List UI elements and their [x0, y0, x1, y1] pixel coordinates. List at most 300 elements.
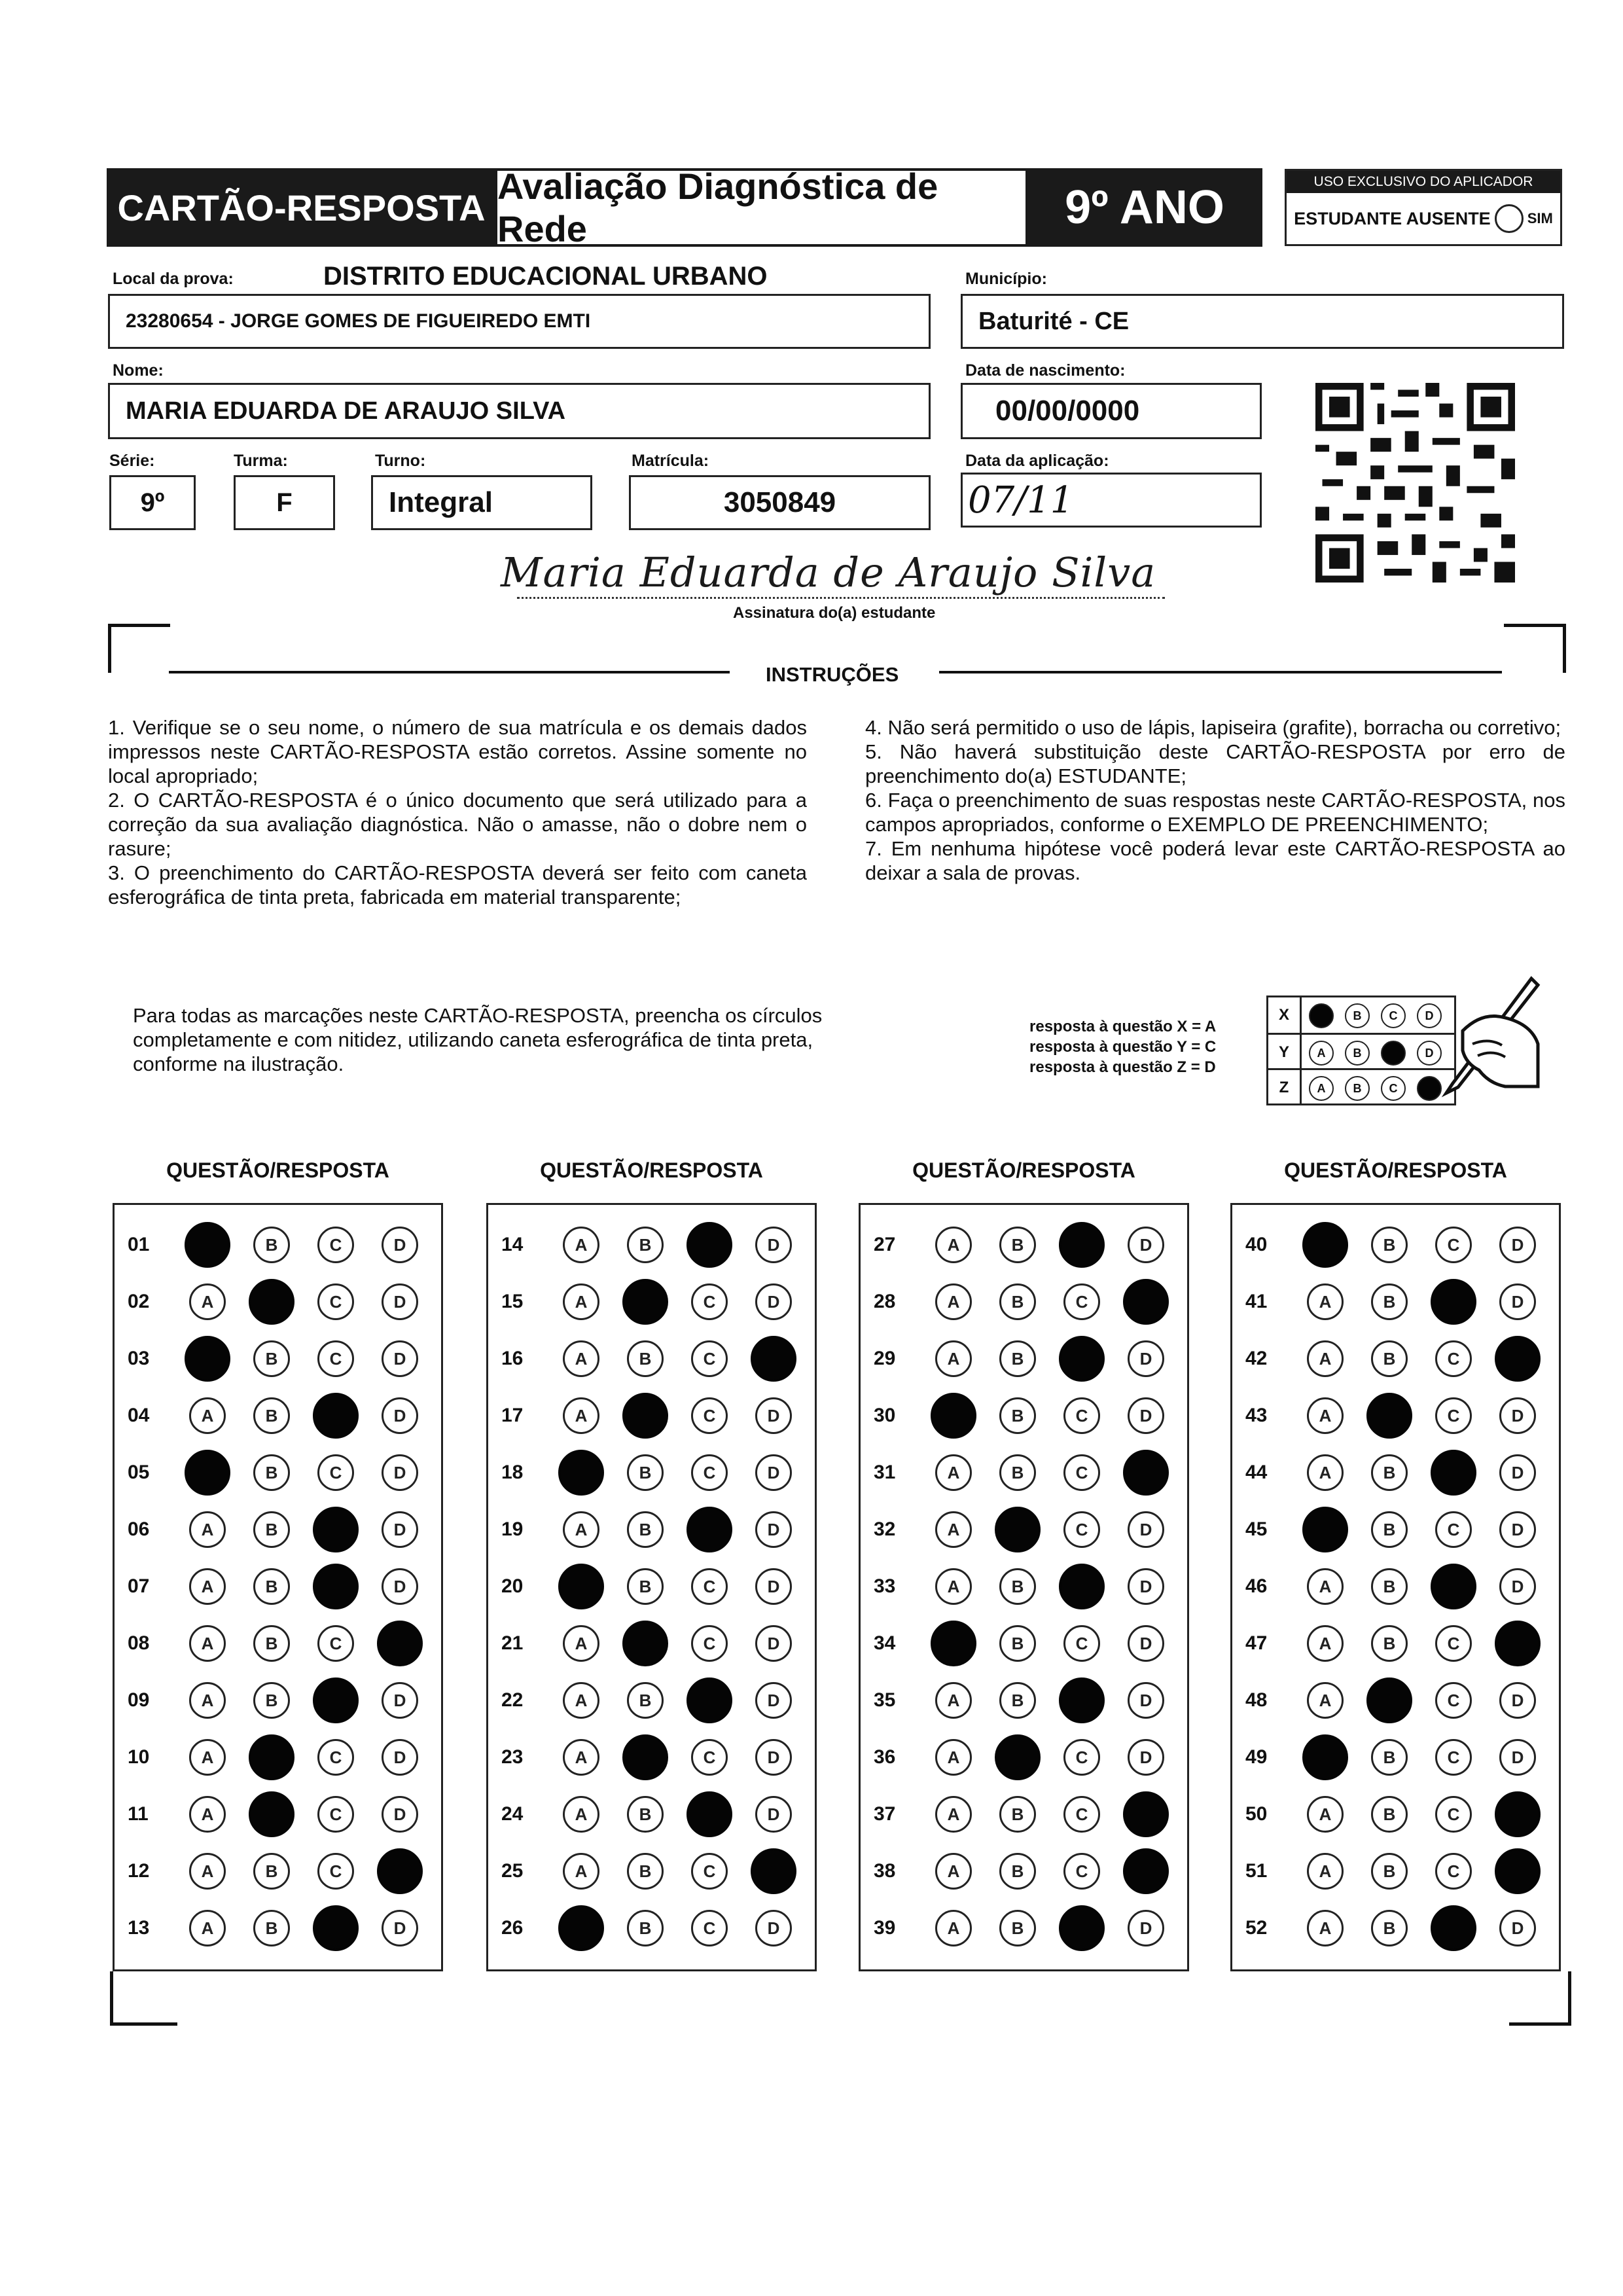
answer-bubble-d[interactable]: [1123, 1450, 1169, 1496]
answer-bubble-b[interactable]: B: [627, 1853, 664, 1890]
answer-bubble-a[interactable]: A: [563, 1340, 599, 1377]
answer-bubble-b[interactable]: B: [253, 1397, 290, 1434]
answer-bubble-c[interactable]: C: [317, 1283, 354, 1320]
answer-bubble-d[interactable]: [377, 1621, 423, 1666]
answer-bubble-a[interactable]: A: [563, 1227, 599, 1263]
answer-bubble-b[interactable]: [622, 1734, 668, 1780]
qr-code: [1315, 383, 1515, 583]
answer-bubble-a[interactable]: A: [189, 1397, 226, 1434]
answer-bubble-c[interactable]: [313, 1393, 359, 1439]
question-number: 39: [874, 1917, 896, 1939]
exam-title: Avaliação Diagnóstica de Rede: [495, 168, 1028, 247]
answer-bubble-c[interactable]: C: [317, 1796, 354, 1833]
answer-bubble-a[interactable]: A: [935, 1568, 972, 1605]
question-row: [861, 1387, 1187, 1444]
corner-top-right: [1504, 624, 1566, 673]
question-number: 27: [874, 1234, 896, 1255]
answer-bubble-a[interactable]: A: [1307, 1910, 1344, 1946]
answer-bubble-b[interactable]: B: [253, 1853, 290, 1890]
answer-bubble-a[interactable]: A: [563, 1283, 599, 1320]
answer-bubble-c[interactable]: C: [691, 1454, 728, 1491]
question-row: [861, 1501, 1187, 1558]
serie-label: Série:: [109, 452, 155, 470]
answer-bubble-d[interactable]: D: [382, 1340, 418, 1377]
answer-bubble-c[interactable]: C: [691, 1340, 728, 1377]
answer-bubble-a[interactable]: A: [189, 1682, 226, 1719]
example-bubble-c: C: [1381, 1076, 1406, 1101]
answer-bubble-a[interactable]: A: [935, 1227, 972, 1263]
question-row: [488, 1729, 815, 1786]
answer-bubble-a[interactable]: A: [189, 1283, 226, 1320]
signature-label: Assinatura do(a) estudante: [733, 604, 936, 622]
answer-bubble-c[interactable]: C: [1063, 1739, 1100, 1776]
answer-bubble-d[interactable]: D: [1499, 1682, 1536, 1719]
answer-bubble-c[interactable]: [687, 1507, 732, 1552]
answer-bubble-b[interactable]: [1366, 1393, 1412, 1439]
answer-bubble-a[interactable]: A: [1307, 1853, 1344, 1890]
question-row: [115, 1729, 441, 1786]
answer-bubble-d[interactable]: D: [1128, 1568, 1164, 1605]
answer-bubble-a[interactable]: A: [935, 1511, 972, 1548]
answer-bubble-a[interactable]: A: [935, 1910, 972, 1946]
answer-bubble-b[interactable]: B: [253, 1568, 290, 1605]
answer-bubble-a[interactable]: [1302, 1507, 1348, 1552]
answer-bubble-c[interactable]: [313, 1564, 359, 1609]
answer-bubble-c[interactable]: [313, 1905, 359, 1951]
answer-bubble-d[interactable]: D: [755, 1227, 792, 1263]
answer-bubble-a[interactable]: A: [935, 1853, 972, 1890]
answer-bubble-b[interactable]: [249, 1791, 294, 1837]
answer-bubble-b[interactable]: B: [627, 1511, 664, 1548]
question-number: 31: [874, 1462, 896, 1483]
answer-bubble-c[interactable]: [1059, 1222, 1105, 1268]
question-row: [115, 1387, 441, 1444]
answer-bubble-c[interactable]: C: [1435, 1227, 1472, 1263]
question-number: 38: [874, 1860, 896, 1882]
answer-bubble-b[interactable]: B: [999, 1682, 1036, 1719]
answer-bubble-d[interactable]: [1495, 1336, 1541, 1382]
question-number: 48: [1245, 1689, 1268, 1711]
answer-bubble-c[interactable]: C: [317, 1625, 354, 1662]
question-number: 23: [501, 1746, 524, 1768]
answer-bubble-c[interactable]: C: [1063, 1283, 1100, 1320]
answer-bubble-c[interactable]: [1059, 1677, 1105, 1723]
answer-bubble-a[interactable]: A: [1307, 1454, 1344, 1491]
answer-bubble-c[interactable]: C: [317, 1454, 354, 1491]
question-row: [861, 1672, 1187, 1729]
answer-bubble-b[interactable]: [1366, 1677, 1412, 1723]
answer-bubble-b[interactable]: B: [1371, 1853, 1408, 1890]
turno-label: Turno:: [375, 452, 426, 470]
answer-bubble-a[interactable]: A: [935, 1796, 972, 1833]
answer-bubble-c[interactable]: [1431, 1279, 1476, 1325]
answer-bubble-d[interactable]: D: [1128, 1682, 1164, 1719]
question-number: 05: [128, 1462, 150, 1483]
answer-bubble-c[interactable]: C: [691, 1853, 728, 1890]
answer-bubble-c[interactable]: C: [1435, 1397, 1472, 1434]
answer-bubble-a[interactable]: A: [1307, 1796, 1344, 1833]
answer-bubble-d[interactable]: D: [1499, 1568, 1536, 1605]
answer-bubble-a[interactable]: A: [1307, 1340, 1344, 1377]
answer-bubble-b[interactable]: B: [999, 1340, 1036, 1377]
answer-bubble-c[interactable]: C: [1435, 1796, 1472, 1833]
answer-bubble-b[interactable]: B: [1371, 1511, 1408, 1548]
answer-bubble-d[interactable]: D: [1499, 1739, 1536, 1776]
question-row: [115, 1558, 441, 1615]
question-row: [488, 1672, 815, 1729]
answer-bubble-d[interactable]: D: [382, 1568, 418, 1605]
question-row: [1232, 1785, 1559, 1843]
answer-bubble-a[interactable]: A: [563, 1397, 599, 1434]
answer-bubble-d[interactable]: [1123, 1848, 1169, 1894]
example-legend-z: resposta à questão Z = D: [1029, 1058, 1216, 1076]
answer-bubble-d[interactable]: D: [755, 1625, 792, 1662]
answer-bubble-c[interactable]: C: [1435, 1853, 1472, 1890]
question-number: 36: [874, 1746, 896, 1768]
answer-bubble-b[interactable]: B: [999, 1796, 1036, 1833]
turma-field: [234, 475, 335, 530]
answer-bubble-d[interactable]: D: [755, 1511, 792, 1548]
question-row: [488, 1785, 815, 1843]
answer-bubble-b[interactable]: B: [253, 1625, 290, 1662]
answer-bubble-d[interactable]: D: [1128, 1511, 1164, 1548]
answer-bubble-d[interactable]: D: [755, 1682, 792, 1719]
answer-bubble-d[interactable]: D: [1499, 1397, 1536, 1434]
answer-bubble-d[interactable]: D: [382, 1682, 418, 1719]
answer-bubble-a[interactable]: A: [189, 1625, 226, 1662]
question-number: 19: [501, 1518, 524, 1540]
question-number: 42: [1245, 1348, 1268, 1369]
answer-bubble-c[interactable]: C: [1435, 1739, 1472, 1776]
answer-bubble-b[interactable]: [622, 1279, 668, 1325]
example-row-label: Y: [1268, 1035, 1302, 1070]
question-row: [115, 1273, 441, 1331]
hand-pen-illustration: [1427, 972, 1544, 1103]
aplicacao-field: [961, 473, 1262, 528]
question-row: [1232, 1899, 1559, 1957]
answer-bubble-a[interactable]: [558, 1450, 604, 1496]
answer-bubble-a[interactable]: [1302, 1222, 1348, 1268]
answer-bubble-b[interactable]: [622, 1393, 668, 1439]
question-number: 26: [501, 1917, 524, 1939]
answer-bubble-d[interactable]: D: [382, 1283, 418, 1320]
answer-bubble-b[interactable]: B: [627, 1796, 664, 1833]
answer-bubble-c[interactable]: C: [317, 1853, 354, 1890]
question-number: 17: [501, 1405, 524, 1426]
question-row: [1232, 1444, 1559, 1501]
question-number: 14: [501, 1234, 524, 1255]
answer-bubble-c[interactable]: C: [691, 1568, 728, 1605]
signature-line: [517, 597, 1165, 599]
answer-bubble-b[interactable]: [249, 1734, 294, 1780]
column-title: QUESTÃO/RESPOSTA: [912, 1158, 1135, 1182]
answer-bubble-a[interactable]: A: [1307, 1625, 1344, 1662]
turma-label: Turma:: [234, 452, 288, 470]
answer-bubble-b[interactable]: B: [999, 1910, 1036, 1946]
answer-bubble-d[interactable]: D: [1128, 1397, 1164, 1434]
answer-bubble-a[interactable]: [558, 1905, 604, 1951]
answer-bubble-d[interactable]: [751, 1336, 796, 1382]
answer-bubble-c[interactable]: C: [1063, 1454, 1100, 1491]
answer-bubble-b[interactable]: B: [1371, 1454, 1408, 1491]
question-number: 40: [1245, 1234, 1268, 1255]
example-bubble-c: C: [1381, 1003, 1406, 1028]
answer-bubble-c[interactable]: C: [691, 1739, 728, 1776]
question-row: [861, 1216, 1187, 1274]
nome-label: Nome:: [113, 361, 164, 380]
answer-bubble-c[interactable]: C: [317, 1739, 354, 1776]
answer-bubble-b[interactable]: B: [627, 1568, 664, 1605]
answer-bubble-a[interactable]: A: [1307, 1397, 1344, 1434]
answer-bubble-b[interactable]: B: [1371, 1227, 1408, 1263]
answer-bubble-d[interactable]: D: [1128, 1340, 1164, 1377]
answer-bubble-d[interactable]: D: [1499, 1454, 1536, 1491]
answer-bubble-d[interactable]: D: [755, 1397, 792, 1434]
question-number: 35: [874, 1689, 896, 1711]
answer-bubble-c[interactable]: C: [1063, 1397, 1100, 1434]
answer-bubble-b[interactable]: B: [999, 1227, 1036, 1263]
answer-bubble-b[interactable]: B: [1371, 1625, 1408, 1662]
card-title: CARTÃO-RESPOSTA: [107, 168, 496, 247]
answer-bubble-d[interactable]: D: [755, 1910, 792, 1946]
question-row: [1232, 1842, 1559, 1900]
answer-bubble-a[interactable]: A: [189, 1568, 226, 1605]
answer-bubble-d[interactable]: [377, 1848, 423, 1894]
answer-bubble-c[interactable]: [687, 1791, 732, 1837]
question-row: [1232, 1273, 1559, 1331]
example-legend-y: resposta à questão Y = C: [1029, 1038, 1217, 1056]
question-number: 32: [874, 1518, 896, 1540]
answer-bubble-c[interactable]: C: [1063, 1853, 1100, 1890]
answer-bubble-b[interactable]: B: [253, 1682, 290, 1719]
answer-bubble-b[interactable]: B: [627, 1682, 664, 1719]
answer-bubble-b[interactable]: B: [1371, 1568, 1408, 1605]
answer-bubble-d[interactable]: D: [1499, 1511, 1536, 1548]
answer-bubble-a[interactable]: [558, 1564, 604, 1609]
answer-bubble-d[interactable]: [1495, 1621, 1541, 1666]
answer-bubble-d[interactable]: D: [382, 1454, 418, 1491]
question-row: [115, 1216, 441, 1274]
answer-bubble-b[interactable]: B: [1371, 1910, 1408, 1946]
answer-bubble-b[interactable]: [622, 1621, 668, 1666]
question-row: [1232, 1672, 1559, 1729]
question-row: [861, 1558, 1187, 1615]
answer-bubble-b[interactable]: B: [253, 1340, 290, 1377]
answer-bubble-a[interactable]: A: [563, 1796, 599, 1833]
answer-bubble-d[interactable]: D: [755, 1568, 792, 1605]
answer-bubble-d[interactable]: D: [1128, 1739, 1164, 1776]
question-number: 34: [874, 1632, 896, 1654]
question-row: [1232, 1501, 1559, 1558]
answer-bubble-c[interactable]: [1059, 1336, 1105, 1382]
question-number: 49: [1245, 1746, 1268, 1768]
answer-bubble-d[interactable]: D: [1128, 1227, 1164, 1263]
answer-bubble-c[interactable]: [1431, 1564, 1476, 1609]
answer-bubble-a[interactable]: A: [563, 1625, 599, 1662]
question-row: [488, 1899, 815, 1957]
answer-bubble-c[interactable]: [313, 1507, 359, 1552]
answer-bubble-c[interactable]: C: [691, 1397, 728, 1434]
answer-bubble-c[interactable]: C: [691, 1625, 728, 1662]
answer-bubble-d[interactable]: D: [1128, 1910, 1164, 1946]
answer-bubble-a[interactable]: A: [189, 1511, 226, 1548]
answer-bubble-a[interactable]: A: [189, 1739, 226, 1776]
answer-bubble-c[interactable]: C: [1435, 1682, 1472, 1719]
answer-bubble-c[interactable]: [687, 1677, 732, 1723]
answer-bubble-c[interactable]: [1431, 1905, 1476, 1951]
answer-bubble-a[interactable]: [1302, 1734, 1348, 1780]
answer-bubble-c[interactable]: C: [1435, 1511, 1472, 1548]
instructions-title: INSTRUÇÕES: [766, 663, 899, 686]
absent-option: SIM: [1527, 210, 1553, 226]
answer-bubble-d[interactable]: D: [755, 1283, 792, 1320]
answer-bubble-a[interactable]: [931, 1621, 976, 1666]
answer-bubble-c[interactable]: C: [1435, 1625, 1472, 1662]
question-row: [861, 1615, 1187, 1672]
question-row: [1232, 1558, 1559, 1615]
answer-bubble-a[interactable]: A: [189, 1910, 226, 1946]
answer-bubble-b[interactable]: B: [999, 1853, 1036, 1890]
answer-bubble-a[interactable]: A: [935, 1340, 972, 1377]
question-row: [1232, 1216, 1559, 1274]
answer-bubble-d[interactable]: [751, 1848, 796, 1894]
question-number: 03: [128, 1348, 150, 1369]
answer-bubble-b[interactable]: [995, 1734, 1041, 1780]
answer-bubble-a[interactable]: A: [1307, 1283, 1344, 1320]
answer-bubble-d[interactable]: D: [755, 1796, 792, 1833]
answer-bubble-c[interactable]: C: [317, 1340, 354, 1377]
answer-bubble-a[interactable]: [185, 1450, 230, 1496]
answer-bubble-a[interactable]: A: [935, 1682, 972, 1719]
question-number: 29: [874, 1348, 896, 1369]
aplicacao-label: Data da aplicação:: [965, 452, 1109, 470]
question-number: 12: [128, 1860, 150, 1882]
answer-bubble-b[interactable]: B: [1371, 1283, 1408, 1320]
absent-checkbox[interactable]: [1495, 204, 1524, 233]
answer-bubble-b[interactable]: B: [253, 1227, 290, 1263]
answer-bubble-a[interactable]: A: [1307, 1682, 1344, 1719]
answer-bubble-d[interactable]: D: [382, 1227, 418, 1263]
answer-bubble-c[interactable]: [1059, 1905, 1105, 1951]
answer-bubble-a[interactable]: A: [189, 1796, 226, 1833]
question-row: [115, 1785, 441, 1843]
answer-bubble-a[interactable]: A: [563, 1682, 599, 1719]
answer-bubble-b[interactable]: B: [627, 1454, 664, 1491]
answer-bubble-d[interactable]: [1495, 1791, 1541, 1837]
question-row: [115, 1672, 441, 1729]
answer-bubble-d[interactable]: D: [382, 1511, 418, 1548]
answer-bubble-d[interactable]: D: [1499, 1283, 1536, 1320]
answer-bubble-d[interactable]: [1123, 1279, 1169, 1325]
answer-bubble-a[interactable]: A: [935, 1739, 972, 1776]
answer-bubble-b[interactable]: B: [253, 1910, 290, 1946]
question-number: 44: [1245, 1462, 1268, 1483]
answer-bubble-b[interactable]: B: [253, 1511, 290, 1548]
answer-bubble-b[interactable]: B: [1371, 1739, 1408, 1776]
hand-icon: [1463, 1016, 1538, 1087]
signature: Maria Eduarda de Araujo Silva: [501, 548, 1156, 596]
question-row: [488, 1387, 815, 1444]
answer-bubble-d[interactable]: D: [755, 1454, 792, 1491]
answer-bubble-b[interactable]: B: [627, 1910, 664, 1946]
answer-bubble-c[interactable]: [313, 1677, 359, 1723]
local-value: DISTRITO EDUCACIONAL URBANO: [323, 262, 768, 291]
answer-bubble-c[interactable]: C: [1063, 1796, 1100, 1833]
answer-bubble-c[interactable]: C: [1063, 1511, 1100, 1548]
answer-bubble-c[interactable]: C: [1063, 1625, 1100, 1662]
answer-bubble-b[interactable]: B: [1371, 1796, 1408, 1833]
question-number: 20: [501, 1575, 524, 1597]
answer-bubble-a[interactable]: A: [563, 1511, 599, 1548]
answer-bubble-b[interactable]: B: [627, 1227, 664, 1263]
example-bubble-b: B: [1345, 1076, 1370, 1101]
answer-bubble-a[interactable]: A: [189, 1853, 226, 1890]
answer-bubble-a[interactable]: A: [563, 1853, 599, 1890]
answer-bubble-a[interactable]: A: [563, 1739, 599, 1776]
answer-bubble-c[interactable]: C: [691, 1910, 728, 1946]
answer-bubble-b[interactable]: B: [1371, 1340, 1408, 1377]
question-number: 45: [1245, 1518, 1268, 1540]
answer-bubble-b[interactable]: B: [999, 1568, 1036, 1605]
local-label: Local da prova:: [113, 270, 234, 288]
question-number: 02: [128, 1291, 150, 1312]
answer-bubble-d[interactable]: [1495, 1848, 1541, 1894]
answer-bubble-c[interactable]: [687, 1222, 732, 1268]
answer-bubble-d[interactable]: D: [1499, 1910, 1536, 1946]
answer-bubble-c[interactable]: [1059, 1564, 1105, 1609]
answer-bubble-b[interactable]: [249, 1279, 294, 1325]
question-number: 04: [128, 1405, 150, 1426]
answer-bubble-a[interactable]: A: [1307, 1568, 1344, 1605]
example-bubble-c: [1381, 1041, 1406, 1066]
answer-bubble-c[interactable]: C: [1435, 1340, 1472, 1377]
answer-bubble-d[interactable]: D: [1128, 1625, 1164, 1662]
answer-bubble-b[interactable]: B: [253, 1454, 290, 1491]
answer-bubble-b[interactable]: B: [999, 1397, 1036, 1434]
answer-bubble-a[interactable]: [185, 1222, 230, 1268]
answer-bubble-a[interactable]: A: [935, 1283, 972, 1320]
example-legend: [1029, 1016, 1216, 1077]
answer-bubble-d[interactable]: D: [755, 1739, 792, 1776]
answer-bubble-d[interactable]: D: [382, 1910, 418, 1946]
answer-bubble-d[interactable]: D: [382, 1739, 418, 1776]
answer-bubble-a[interactable]: A: [935, 1454, 972, 1491]
corner-top-left: [108, 624, 170, 673]
municipio-label: Município:: [965, 270, 1047, 288]
answer-bubble-b[interactable]: B: [999, 1454, 1036, 1491]
answer-bubble-b[interactable]: B: [999, 1283, 1036, 1320]
answer-bubble-d[interactable]: D: [382, 1796, 418, 1833]
answer-bubble-a[interactable]: [931, 1393, 976, 1439]
answer-bubble-d[interactable]: D: [382, 1397, 418, 1434]
example-legend-x: resposta à questão X = A: [1029, 1018, 1217, 1035]
answer-bubble-d[interactable]: [1123, 1791, 1169, 1837]
answer-bubble-a[interactable]: [185, 1336, 230, 1382]
column-title: QUESTÃO/RESPOSTA: [166, 1158, 389, 1182]
question-row: [488, 1558, 815, 1615]
answer-bubble-b[interactable]: [995, 1507, 1041, 1552]
answer-bubble-c[interactable]: C: [317, 1227, 354, 1263]
answer-column-1: [113, 1203, 443, 1971]
answer-bubble-b[interactable]: B: [999, 1625, 1036, 1662]
question-number: 01: [128, 1234, 150, 1255]
question-number: 28: [874, 1291, 896, 1312]
example-row-label: Z: [1268, 1070, 1302, 1105]
answer-bubble-b[interactable]: B: [627, 1340, 664, 1377]
answer-bubble-c[interactable]: [1431, 1450, 1476, 1496]
answer-bubble-d[interactable]: D: [1499, 1227, 1536, 1263]
answer-bubble-c[interactable]: C: [691, 1283, 728, 1320]
